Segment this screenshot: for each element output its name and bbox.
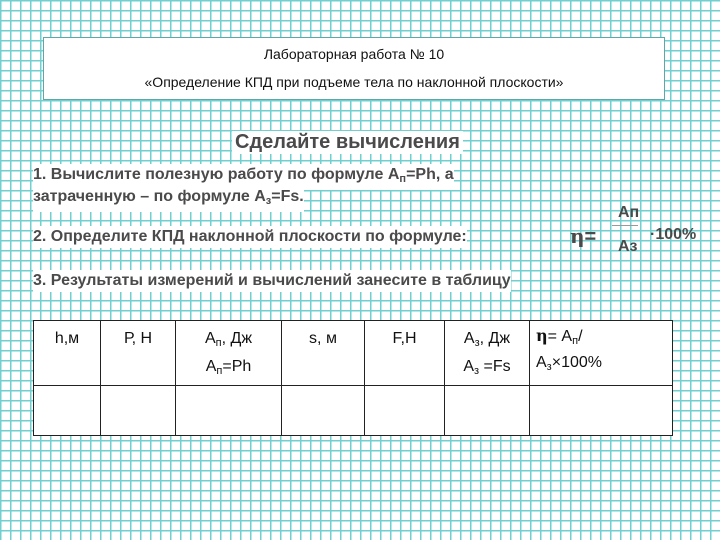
table-cell[interactable] (530, 386, 673, 436)
results-table (33, 320, 673, 436)
step-3-text: 3. Результаты измерений и вычислений занесите в таблицу (33, 270, 511, 292)
step-1-line-1: 1. Вычислите полезную работу по формуле $А_п=Ph$, а (33, 164, 454, 190)
table-cell[interactable] (445, 386, 530, 436)
table-header-row (34, 321, 673, 386)
formula-denominator: Аз (618, 238, 638, 255)
lab-number-title: Лабораторная работа № 10 (263, 46, 445, 62)
step-2-text: 2. Определите КПД наклонной плоскости по формуле: (33, 226, 467, 248)
col-header-f: F,Н (365, 321, 445, 386)
col-header-efficiency: $\eta= А_п/$ $А_з\times 100\%$ (530, 321, 673, 386)
table-cell[interactable] (282, 386, 365, 436)
table-cell[interactable] (34, 386, 101, 436)
col-header-p: Р, Н (101, 321, 176, 386)
formula-numerator: Ап (618, 204, 640, 221)
eta-symbol: η (570, 224, 585, 248)
col-header-s: s, м (282, 321, 365, 386)
step-1-line-2: затраченную – по формуле $А_з=Fs$. (33, 186, 304, 212)
lab-topic-title: «Определение КПД при подъеме тела по наклонной плоскости» (144, 74, 564, 90)
col-header-h: h,м (34, 321, 101, 386)
formula-multiplier: ·100% (650, 226, 697, 243)
lab-header-box (43, 37, 665, 100)
table-cell[interactable] (176, 386, 282, 436)
fraction-bar (612, 225, 638, 226)
col-header-spent-work: $А_з$, Дж $А_з =Fs$ (445, 321, 530, 386)
col-header-useful-work: $А_п$, Дж $А_п=Ph$ (176, 321, 282, 386)
table-cell[interactable] (101, 386, 176, 436)
section-title: Сделайте вычисления (232, 131, 463, 154)
table-cell[interactable] (365, 386, 445, 436)
eta-symbol: η (536, 326, 548, 345)
efficiency-formula-lhs: η= (570, 224, 597, 248)
table-row (34, 386, 673, 436)
